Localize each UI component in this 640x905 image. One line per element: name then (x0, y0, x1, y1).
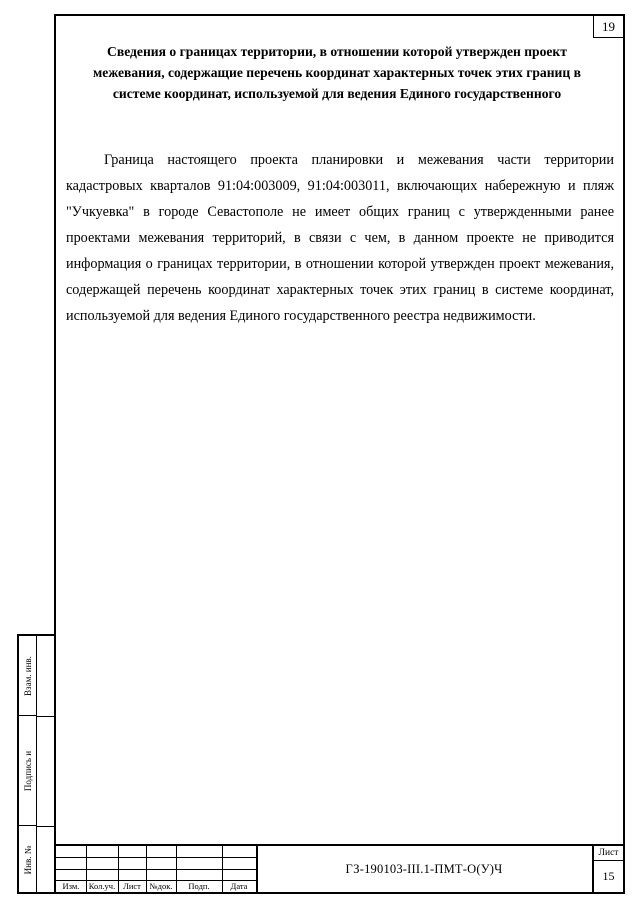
document-code: ГЗ-190103-III.1-ПМТ-О(У)Ч (345, 862, 503, 876)
col-list: Лист (123, 881, 141, 891)
revision-grid (56, 846, 258, 892)
col-ndok: №док. (149, 881, 173, 891)
title-block (56, 844, 623, 892)
vzam-inv-label: Взам. инв. (22, 655, 33, 696)
sheet-label: Лист (594, 846, 623, 861)
col-data: Дата (230, 881, 248, 891)
side-stamp (17, 634, 54, 894)
podpis-label: Подпись и (22, 750, 33, 791)
inv-no-label: Инв. № (22, 845, 33, 875)
page-frame (54, 14, 625, 894)
page-number: 19 (593, 16, 623, 38)
section-title: Сведения о границах территории, в отношении которой утвержден проект межевания, содержащие перечень координат характерных точек этих границ в системе координат, используемой для ведения Единого государственного (93, 44, 581, 101)
col-kol-uch: Кол.уч. (88, 881, 116, 891)
sheet-box (592, 846, 623, 892)
col-izm: Изм. (62, 881, 80, 891)
sheet-number: 15 (602, 869, 615, 883)
col-podp: Подп. (188, 881, 210, 891)
body-paragraph: Граница настоящего проекта планировки и межевания части территории кадастровых кварталов 91:04:003009, 91:04:003011, включающих набережную и пляж "Учкуевка" в городе Севастополе не имеет общих границ с утвержденными ранее проектами межевания территорий, в связи с чем, в данном проекте не приводится информация о границах территории, в отношении которой утвержден проект межевания, содержащей перечень координат характерных точек этих границ в системе координат, используемой для ведения Единого государственного реестра недвижимости. (66, 152, 614, 324)
